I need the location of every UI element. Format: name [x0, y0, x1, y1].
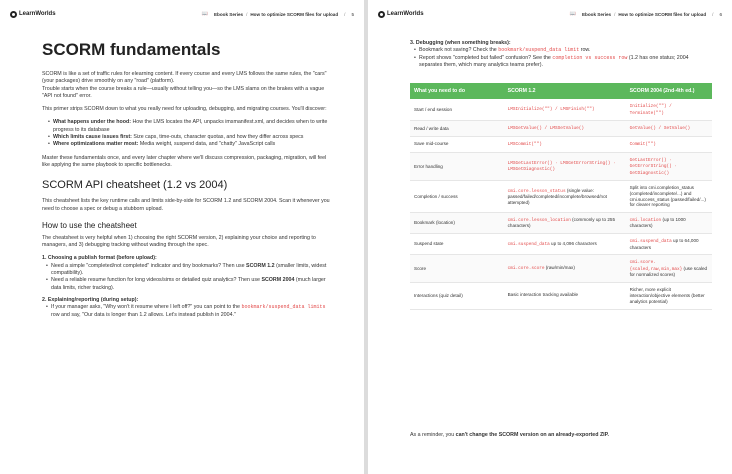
scorm12-cell: LMSInitialize("") / LMSFinish("")	[504, 99, 626, 121]
breadcrumb-title: How to optimize SCORM files for upload	[250, 11, 339, 17]
scorm2004-cell: Richer, more explicit interaction/objective elements (better analytics potential)	[626, 282, 712, 309]
table-row	[410, 99, 712, 121]
learnworlds-logo[interactable]	[10, 11, 56, 18]
breadcrumb-series: Ebook Series	[213, 11, 244, 17]
step-item: 1. Choosing a publish format (before upload): • Need a simple "completed/not completed" indicator and tiny bookmarks? Then use SCORM 1.2 (smaller limits, widest compatibility). • Need a reliable resume function for long videos/sims or detailed quiz analytics? Then use SCORM 2004 (much larger data limits, richer tracking).	[42, 255, 334, 291]
list-item: • Which limits cause issues first: Size caps, time-outs, character quotas, and how they differ across specs	[48, 134, 334, 141]
table-row	[410, 282, 712, 309]
cheatsheet-heading: SCORM API cheatsheet (1.2 vs 2004)	[42, 179, 228, 192]
row-label: Start / end session	[410, 99, 504, 121]
cheatsheet-intro: This cheatsheet lists the key runtime calls and limits side-by-side for SCORM 1.2 and SCORM 2004. Scan it whenever you need to choose a spec or debug a stubborn upload.	[42, 198, 330, 212]
scorm12-cell: LMSCommit("")	[504, 136, 626, 152]
book-icon: 📖	[569, 11, 576, 17]
page-left	[0, 0, 364, 474]
page-separator: /	[344, 11, 346, 17]
row-label: Score	[410, 255, 504, 283]
row-label: Suspend state	[410, 233, 504, 254]
scorm12-cell: LMSGetValue() / LMSSetValue()	[504, 121, 626, 137]
steps-list-continued	[410, 40, 712, 69]
how-to-heading: How to use the cheatsheet	[42, 220, 137, 230]
table-row	[410, 121, 712, 137]
breadcrumb	[202, 11, 338, 17]
left-content	[42, 40, 334, 325]
scorm2004-cell: Commit("")	[626, 136, 712, 152]
primer-paragraph: This primer strips SCORM down to what you really need for uploading, debugging, and migrating courses. You'll discover:	[42, 106, 327, 113]
breadcrumb-separator: /	[246, 11, 248, 17]
scorm12-cell: LMSGetLastError() · LMSGetErrorString() · LMSGetDiagnostic()	[504, 152, 626, 181]
scorm2004-cell: Split into cmi.completion_status (completed/incomplete/...) and cmi.success_status (passed/failed/...) for clearer reporting	[626, 181, 712, 212]
scorm12-cell: Basic interaction tracking available	[504, 282, 626, 309]
table-header-row	[410, 83, 712, 99]
list-item: • What happens under the hood: How the LMS locates the API, unpacks imsmanifest.xml, and decides when to write progress to its database	[48, 119, 334, 134]
table-row	[410, 233, 712, 254]
table-row	[410, 255, 712, 283]
page-header	[378, 9, 722, 19]
page-number: 5	[351, 11, 354, 17]
book-icon: 📖	[201, 11, 208, 17]
page-title: SCORM fundamentals	[42, 40, 221, 59]
scorm2004-cell: cmi.location (up to 1000 characters)	[626, 212, 712, 233]
page-header	[10, 9, 354, 19]
logo-icon	[378, 11, 385, 18]
scorm12-cell: cmi.core.score (raw/min/max)	[504, 255, 626, 283]
scorm2004-cell: GetLastError() · GetErrorString() · GetDiagnostic()	[626, 152, 712, 181]
row-label: Completion / success	[410, 181, 504, 212]
scorm2004-cell: Initialize("") / Terminate("")	[626, 99, 712, 121]
right-content	[410, 40, 712, 310]
list-item: • Where optimizations matter most: Media weight, suspend data, and "chatty" JavaScript calls	[48, 141, 334, 148]
how-to-intro: The cheatsheet is very helpful when 1) choosing the right SCORM version, 2) explaining your choice and reporting to managers, and 3) debugging tracking without wading through the spec.	[42, 234, 316, 249]
steps-list	[42, 255, 334, 318]
intro-paragraph: SCORM is like a set of traffic rules for elearning content. If every course and every LMS follows the same rules, the "cars" (your packages) drive smoothly on any "road" (platform). Trouble starts when the course breaks a rule—usually without telling you—so the LMS slams on the brakes with a vague "API not found" error.	[42, 71, 327, 99]
table-header: SCORM 2004 (2nd-4th ed.)	[626, 83, 712, 99]
step-item: 2. Explaining/reporting (during setup): • If your manager asks, "Why won't it resume where I left off?" you can point to the bookmark/suspend_data limits row and say, "Our data is longer than 1.2 allows. Let's instead publish in 2004."	[42, 297, 334, 319]
breadcrumb-title: How to optimize SCORM files for upload	[618, 11, 707, 17]
page-number: 6	[719, 11, 722, 17]
table-row	[410, 136, 712, 152]
discover-list	[48, 119, 334, 148]
scorm12-cell: cmi.core.lesson_status (single value: passed/failed/completed/incomplete/browsed/not attempted)	[504, 181, 626, 212]
scorm-cheatsheet-table	[410, 83, 712, 309]
scorm12-cell: cmi.suspend_data up to 4,096 characters	[504, 233, 626, 254]
table-header: What you need to do	[410, 83, 504, 99]
logo-text: LearnWorlds	[387, 11, 424, 17]
table-row	[410, 212, 712, 233]
footer-note: As a reminder, you can't change the SCORM version on an already-exported ZIP.	[410, 432, 609, 438]
step-item: 3. Debugging (when something breaks): • Bookmark not saving? Check the bookmark/suspend_data limit row. • Report shows "completed but failed" confusion? See the completion vs success row (1.2 has one status; 2004 separates them, which many analytics teams prefer).	[410, 40, 712, 69]
page-separator: /	[712, 11, 714, 17]
row-label: Bookmark (location)	[410, 212, 504, 233]
row-label: Read / write data	[410, 121, 504, 137]
scorm2004-cell: cmi.score.{scaled,raw,min,max} (use scaled for normalized scores)	[626, 255, 712, 283]
table-row	[410, 181, 712, 212]
row-label: Error handling	[410, 152, 504, 181]
table-row	[410, 152, 712, 181]
row-label: Save mid-course	[410, 136, 504, 152]
breadcrumb	[570, 11, 706, 17]
logo-text: LearnWorlds	[19, 11, 56, 17]
outro-paragraph: Master these fundamentals once, and every later chapter where we'll discuss compression, packaging, migration, will feel like applying the same playbook to specific bottlenecks.	[42, 154, 327, 168]
breadcrumb-separator: /	[614, 11, 616, 17]
page-right	[368, 0, 732, 474]
scorm2004-cell: cmi.suspend_data up to 64,000 characters	[626, 233, 712, 254]
logo-icon	[10, 11, 17, 18]
scorm12-cell: cmi.core.lesson_location (commonly up to 255 characters)	[504, 212, 626, 233]
row-label: Interactions (quiz detail)	[410, 282, 504, 309]
scorm2004-cell: GetValue() / SetValue()	[626, 121, 712, 137]
learnworlds-logo[interactable]	[378, 11, 424, 18]
table-header: SCORM 1.2	[504, 83, 626, 99]
breadcrumb-series: Ebook Series	[581, 11, 612, 17]
